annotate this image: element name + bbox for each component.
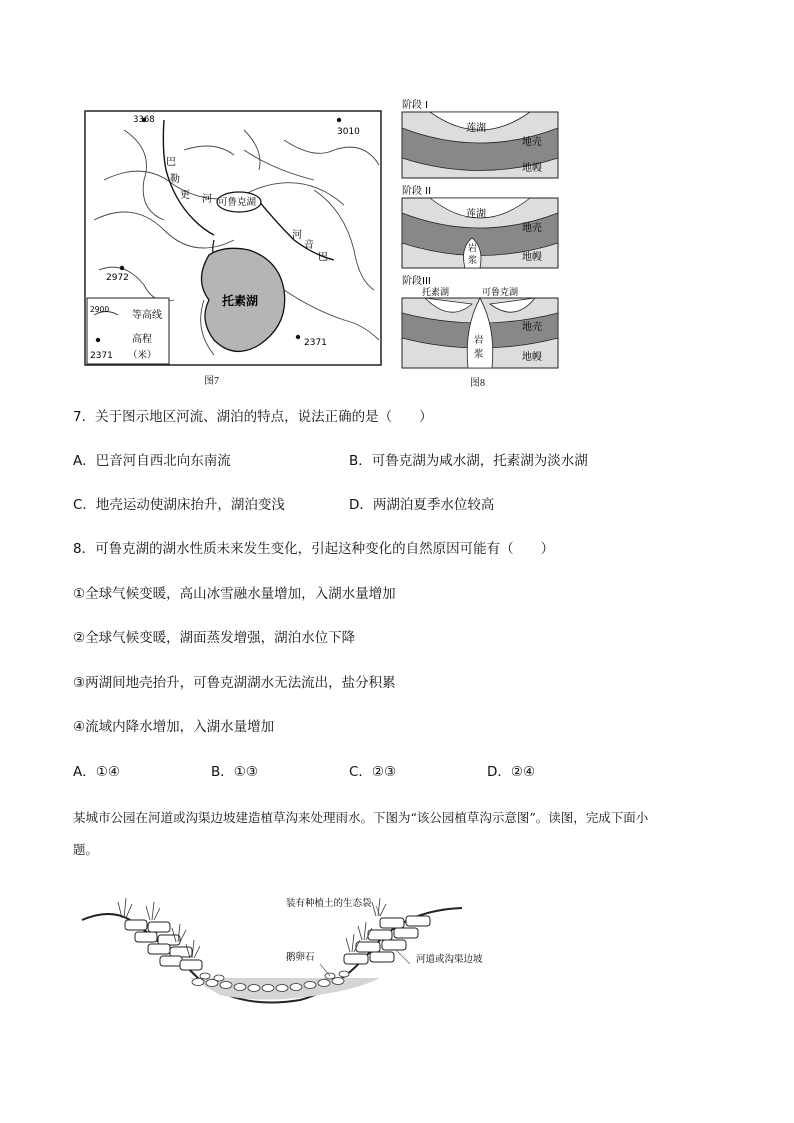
- label-ecobag: 装有种植土的生态袋: [286, 898, 372, 909]
- peak-left-label: 2972: [106, 273, 129, 283]
- q8-option-b: B．①③: [211, 764, 258, 780]
- ditch-figure: [80, 880, 483, 1020]
- q8-stem: 8．可鲁克湖的湖水性质未来发生变化，引起这种变化的自然原因可能有（ ）: [73, 541, 555, 557]
- stage3-magma-2: 浆: [474, 349, 484, 360]
- q8-option-d: D．②④: [487, 764, 536, 780]
- q8-statement-1: ①全球气候变暖，高山冰雪融水量增加，入湖水量增加: [73, 586, 396, 602]
- stage2-magma-1: 岩: [468, 244, 478, 254]
- legend-contour-value: 2900: [90, 305, 110, 314]
- stage2-title: 阶段 II: [402, 186, 432, 197]
- stage3-mantle: 地幔: [522, 352, 542, 363]
- river-char-1: 巴: [166, 157, 176, 168]
- stage3-crust: 地壳: [522, 322, 542, 333]
- intro-line-1: 某城市公园在河道或沟渠边坡建造植草沟来处理雨水。下图为“该公园植草沟示意图”。读图，完成下面小: [73, 810, 649, 825]
- legend-elev-unit: （米）: [128, 350, 157, 361]
- stage1-crust: 地壳: [522, 137, 542, 148]
- legend-elev-value: 2371: [90, 351, 113, 361]
- peak-bottom-label: 2371: [304, 338, 327, 348]
- river-char-3: 更: [180, 190, 190, 201]
- river-char-4: 河: [202, 194, 212, 205]
- stage3-title: 阶段III: [402, 276, 431, 287]
- peak-top-label: 3368: [133, 115, 155, 125]
- q7-option-d: D．两湖泊夏季水位较高: [349, 497, 495, 513]
- q7-option-c: C．地壳运动使湖床抬升，湖泊变浅: [73, 497, 285, 513]
- figure-8-caption: 图8: [470, 378, 485, 389]
- q8-statement-3: ③两湖间地壳抬升，可鲁克湖湖水无法流出，盐分积累: [73, 675, 396, 691]
- q8-statement-2: ②全球气候变暖，湖面蒸发增强，湖泊水位下降: [73, 630, 356, 646]
- lake2-label: 托素湖: [222, 294, 259, 308]
- intro-line-2: 题。: [73, 842, 99, 857]
- ditch-diagram: [80, 880, 483, 1020]
- stage2-mantle: 地幔: [522, 252, 542, 263]
- label-pebble: 鹅卵石: [286, 952, 315, 963]
- stage3-lake-right: 可鲁克湖: [482, 288, 519, 298]
- q7-option-a: A．巴音河自西北向东南流: [73, 453, 231, 469]
- stage1-title: 阶段 I: [402, 100, 429, 111]
- stage2-crust: 地壳: [522, 223, 542, 234]
- peak-tr-label: 3010: [337, 127, 360, 137]
- stage-diagram: [400, 98, 562, 370]
- stage2-lake: 莲湖: [466, 209, 486, 220]
- q8-option-a: A．①④: [73, 764, 120, 780]
- q8-statement-4: ④流域内降水增加，入湖水量增加: [73, 719, 275, 735]
- stage2-magma-2: 浆: [468, 256, 478, 266]
- q7-stem: 7．关于图示地区河流、湖泊的特点，说法正确的是（ ）: [73, 409, 433, 425]
- river2-char-2: 音: [304, 240, 314, 251]
- q7-option-b: B．可鲁克湖为咸水湖，托素湖为淡水湖: [349, 453, 588, 469]
- legend-elev-label: 高程: [132, 334, 152, 345]
- figure-7: [84, 110, 384, 387]
- stage3-lake-left: 托素湖: [422, 288, 450, 298]
- figure-7-caption: 图7: [204, 376, 219, 387]
- river-char-2: 勒: [170, 174, 180, 185]
- figure-8: [400, 98, 562, 388]
- label-slope: 河道或沟渠边坡: [416, 954, 483, 965]
- stage1-mantle: 地幔: [522, 163, 542, 174]
- legend-contour-label: 等高线: [132, 310, 162, 321]
- q8-option-c: C．②③: [349, 764, 397, 780]
- stage3-magma-1: 岩: [474, 335, 484, 346]
- river2-char-1: 河: [292, 230, 302, 241]
- lake1-label: 可鲁克湖: [218, 197, 257, 208]
- stage1-lake: 莲湖: [466, 123, 486, 134]
- map-figure: [84, 110, 384, 370]
- river2-char-3: 巴: [318, 252, 328, 263]
